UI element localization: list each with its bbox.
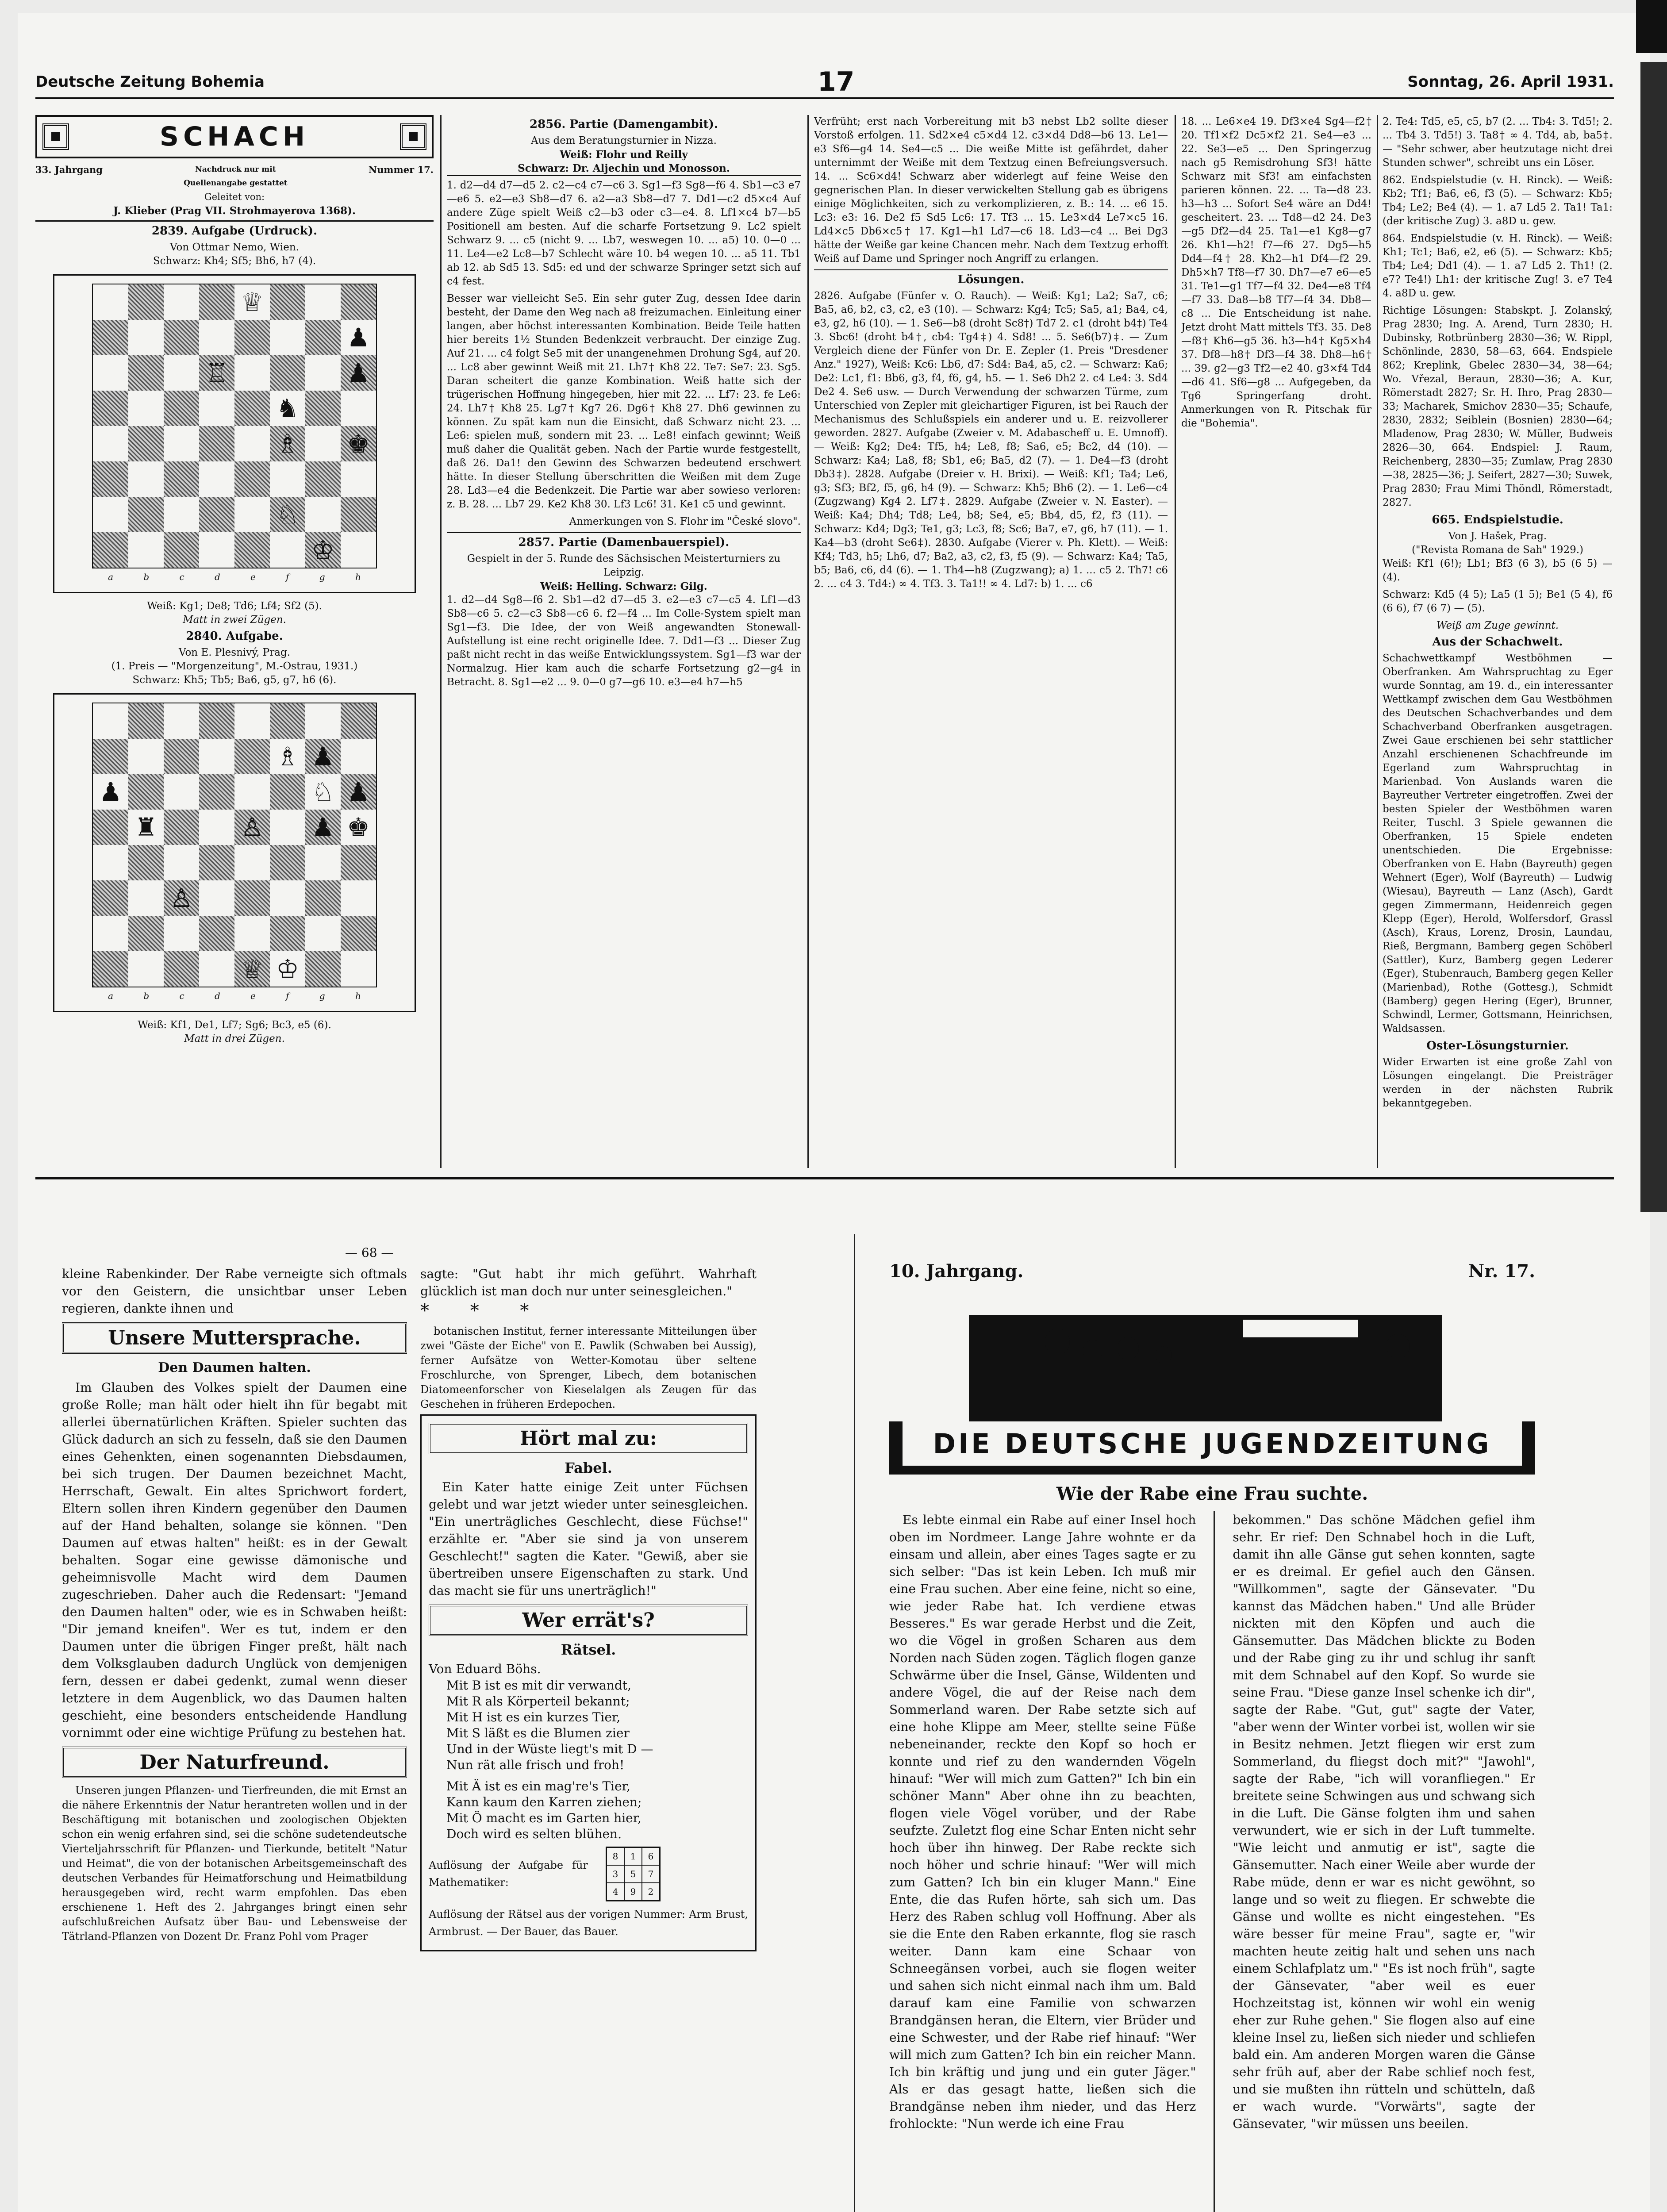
board-square — [128, 426, 164, 461]
study-864-solution: 864. Endspielstudie (v. H. Rinck). — Weiß: Kh1; Tc1; Ba6, e2, e6 (5). — Schwarz: Kb5; Tb4; Le4; Dd1 (4). — 1. a7 Ld5 2. Th1! (2. e7? Te4!) Lh1: der kritische Zug! 3. e7 Te4 4. a8D u. gew. — [1383, 233, 1613, 299]
news-column — [1383, 115, 1613, 1168]
board-square — [128, 320, 164, 355]
problem-2840-title: 2840. Aufgabe. — [186, 630, 283, 643]
chess-piece-icon: ♟ — [311, 812, 334, 842]
board-square — [341, 774, 376, 810]
column-rule — [440, 115, 442, 1168]
board-square — [234, 532, 270, 568]
erraets-title: Wer errät's? — [429, 1605, 748, 1636]
page-68-number: — 68 — — [345, 1245, 394, 1260]
magic-square-cell: 5 — [624, 1865, 642, 1883]
board-square — [128, 284, 164, 320]
board-square — [305, 739, 341, 774]
board-square — [93, 391, 128, 426]
board-square — [93, 497, 128, 532]
raetsel-line: Mit Ö macht es im Garten hier, — [446, 1811, 641, 1825]
aufloesung-text: Auflösung der Aufgabe für Mathematiker: — [429, 1859, 588, 1889]
board-square — [305, 391, 341, 426]
board-square — [234, 880, 270, 916]
problem-2840-white: Weiß: Kf1, De1, Lf7; Sg6; Bc3, e5 (6). — [138, 1019, 331, 1031]
board-square — [199, 532, 234, 568]
game-2856-annotations: Anmerkungen von S. Flohr im "České slovo". — [569, 516, 801, 527]
game-2856-title: 2856. Partie (Damengambit). — [530, 118, 718, 131]
aufloesung-row — [429, 1847, 748, 1901]
board-grid — [92, 284, 377, 568]
game-2857-players: Weiß: Helling. Schwarz: Gilg. — [540, 580, 707, 592]
board-square — [270, 461, 305, 497]
magic-square-cell: 2 — [642, 1883, 660, 1901]
board-file-label: c — [179, 991, 184, 1001]
board-square — [270, 320, 305, 355]
board-file-label: h — [355, 572, 361, 582]
daumen-title: Den Daumen halten. — [158, 1360, 311, 1375]
board-square — [305, 845, 341, 880]
jugend-left-column — [62, 1265, 407, 1947]
raetsel-poem — [429, 1678, 748, 1842]
board-square — [305, 461, 341, 497]
study-865-author: Von J. Hašek, Prag. — [1448, 530, 1547, 542]
schach-nachdruck: Nachdruck nur mit Quellenangabe gestattet — [184, 165, 288, 188]
schach-nummer: Nummer 17. — [368, 164, 434, 175]
game-2857-moves: 1. d2—d4 Sg8—f6 2. Sb1—d2 d7—d5 3. e2—e3 c7—c5 4. Lf1—d3 Sb8—c6 5. c2—c3 Sb8—c6 6. f2—f4 ... Im Colle-System spielt man Sg1—f3. Die Idee, der von Weiß angewandten Stonewall-Aufstellung ist eine recht originelle Idee. 7. Dd1—f3 ... Dieser Zug paßt nicht recht in das weiße Entwicklungssystem. Sg1—f3 war der Normalzug. Hier kam auch die scharfe Fortsetzung g2—g4 in Betracht. 8. Sg1—e2 ... 9. 0—0 g7—g6 10. e3—e4 h7—h5 — [447, 594, 801, 688]
board-square — [128, 739, 164, 774]
board-square — [270, 391, 305, 426]
chess-piece-icon: ♙ — [170, 883, 193, 913]
study-865-white: Weiß: Kf1 (6!); Lb1; Bf3 (6 3), b5 (6 5) — (4). — [1383, 558, 1613, 583]
board-square — [234, 739, 270, 774]
study-865-title: 665. Endspielstudie. — [1432, 513, 1563, 526]
banner-title: DIE DEUTSCHE JUGENDZEITUNG — [903, 1421, 1522, 1466]
board-square — [93, 284, 128, 320]
page-gutter — [854, 1234, 855, 2212]
game-2856-moves: 1. d2—d4 d7—d5 2. c2—c4 c7—c6 3. Sg1—f3 Sg8—f6 4. Sb1—c3 e7—e6 5. e2—e3 Sb8—d7 6. a2—a3 Sb8—d7 7. Dd1—c2 d5×c4 Auf andere Züge spielt Weiß c2—b3 oder c3—e4. 8. Lf1×c4 b7—b5 Positionell am besten. Auf die scharfe Fortsetzung 9. Lc2 spielt Schwarz 9. ... c5 (nicht 9. ... Lb7, weswegen 10. ... a5) 10. 0—0 ... 11. Le4—e2 Lc8—b7 Schlecht wäre 10. b4 wegen 10. ... a5 11. Tb1 ab 12. ab Sd5 13. Sd5: ed und der schwarze Springer setzt sich auf c4 fest. — [447, 180, 801, 287]
chess-piece-icon: ♖ — [205, 358, 228, 388]
game-2857-end: 18. ... Le6×e4 19. Df3×e4 Sg4—f2† 20. Tf1×f2 Dc5×f2 21. Se4—e3 ... 22. Se3—e5 ... Den Springerzug nach g5 Remisdrohung Sf3! hätte Schwarz mit Sf3! am einfachsten parieren können. 22. ... Ta—d8 23. h3—h3 ... Sofort Se4 wäre an Dd4! gescheitert. 23. ... Td8—d2 24. De3—g5 Df2—d4 25. Ta1—e1 Kg8—g7 26. Kh1—h2! f7—f6 27. Dg5—h5 Dd4—f4† 28. Kh2—h1 Df4—f2 29. Dh5×h7 Tf8—f7 30. Dh7—e7 e6—e5 31. Te1—g1 Tf7—f4 32. De4—e8 Tf4—f7 33. Da8—b8 Tf7—f4 34. Db8—c8 ... Die Entscheidung ist nahe. Jetzt droht Matt mittels Tf3. 35. De8—f8† Kh6—g5 36. h3—h4† Kg5×h4 37. Df8—h8† Df3—f4 38. Dh8—h6† ... 39. g2—g3 Tf2—e2 40. g3×f4 Td4—d6 41. Sf6—g8 ... Aufgegeben, da Tg6 Springerfang droht. Anmerkungen von R. Pitschak für die "Bohemia". — [1181, 116, 1371, 429]
chess-board-2840 — [53, 693, 416, 1012]
problem-2840-author: Von E. Plesnivý, Prag. — [178, 647, 291, 658]
board-file-label: b — [143, 991, 150, 1001]
news-title: Aus der Schachwelt. — [1432, 635, 1563, 649]
story-text-1: Es lebte einmal ein Rabe auf einer Insel hoch oben im Nordmeer. Lange Jahre wohnte er da einsam und allein, aber eines Tages sagte er zu sich selber: "Das ist kein Leben. Ich muß mir eine Frau suchen. Aber eine feine, nicht so eine, wie jeder Rabe hat. Ich verdiene etwas Besseres." Es war gerade Herbst und die Zeit, wo die Vögel in großen Scharen aus dem Norden nach Süden zogen. Täglich flogen ganze Schwärme über die Insel, Gänse, Wildenten und andere Vögel, die auf der Reise nach dem Sommerland waren. Der Rabe setzte sich auf eine hohe Klippe am Meer, stellte seine Füße nebeneinander, reckte den Kopf so hoch er konnte und rief zu den wandernden Vögeln hinauf: "Wer will mich zum Gatten?" Ich bin ein schöner Mann" Aber ohne ihn zu beachten, flogen viele Vögel vorüber, und der Rabe seufzte. Zuletzt flog eine Schar Enten nicht sehr hoch über ihn hinweg. Der Rabe reckte sich noch höher und schrie hinauf: "Wer will mich zum Gatten? Ich bin ein kluger Mann." Eine Ente, die das Rufen hörte, sah sich um. Das Herz des Raben schlug voll Hoffnung. Aber als sie die Ente den Raben erkannte, flog sie rasch weiter. Dann kam eine Schaar von Schneegänsen vorbei, auch sie flogen weiter und sahen sich nicht einmal nach ihm um. Bald darauf kam eine Familie von schwarzen Brandgänsen heran, die Eltern, vier Brüder und eine Schwester, und der Rabe rief hinauf: "Wer will mich zum Gatten? Ich bin ein reicher Mann. Ich bin kräftig und jung und ein guter Jäger." Als er das gesagt hatte, ließen sich die Brandgänse neben ihm nieder, und das Herz frohlockte: "Nun werde ich eine Frau — [889, 1513, 1196, 2131]
board-square — [93, 426, 128, 461]
board-square — [199, 497, 234, 532]
board-square — [270, 703, 305, 739]
jugend-masthead-row — [889, 1261, 1535, 1282]
board-square — [305, 951, 341, 987]
schach-geleitet: Geleitet von: — [204, 192, 265, 202]
study-865-goal: Weiß am Zuge gewinnt. — [1436, 620, 1559, 631]
board-square — [164, 461, 199, 497]
problem-2840-prize: (1. Preis — "Morgenzeitung", M.-Ostrau, 1931.) — [111, 661, 358, 672]
raven-end-right: sagte: "Gut habt ihr mich geführt. Wahrhaft glücklich ist man doch nur unter seinesgleichen." — [420, 1267, 757, 1298]
magic-square-cell: 6 — [642, 1847, 660, 1865]
raetsel-box — [420, 1414, 757, 1951]
board-square — [341, 845, 376, 880]
board-square — [128, 391, 164, 426]
chess-piece-icon: ♞ — [276, 393, 299, 423]
muttersprache-title: Unsere Muttersprache. — [62, 1322, 407, 1354]
board-square — [270, 355, 305, 391]
loesungen-text: 2826. Aufgabe (Fünfer v. O. Rauch). — Weiß: Kg1; La2; Sa7, c6; Ba5, a6, b2, c3, c2, e3 (10). — Schwarz: Kg4; Tc5; Sa5, a1; Ba4, c4, e3, g2, h6 (10). — 1. Se6—b8 (droht Sc8†) Td7 2. c1 (droht b4‡) Te4 3. Sbc6! (droht b4†, cb4: Tg4‡) 4. Sd8! ... 5. Se6(b7)‡. — Zum Vergleich diene der Fünfer von Dr. E. Zepler (1. Preis "Dresdener Anz." 1927), Weiß: Kc6: Lb6, d7: Sd4: Ba4, a5, c2. — Schwarz: Ka6; De2: Lc1, f1: Bb6, g3, f4, f6, g4, h5. — 1. Se6 Dh2 2. c4 Le4: 3. Sd4 De2 4. Se6 usw. — Durch Verwendung der schwarzen Türme, zum Unterschied von Zepler mit gleichartiger Figuren, ist bei Rauch der Mechanismus des Schlußspiels ein anderer und u. E. reizvollerer geworden. 2827. Aufgabe (Zweier v. M. Adabascheff u. E. Umnoff). — Weiß: Kg2; De4: Tf5, h4; Le8, f8; Sa6, e5; Bc2, d4 (10). — Schwarz: Ka4; La8, f8; Sb1, e6; Ba5, d2 (7). — 1. De4—f3 (droht Db3‡). 2828. Aufgabe (Dreier v. H. Brixi). — Weiß: Kf1; Ta4; Le6, g3; Sf3; Bf2, f5, g6, h4 (9). — Schwarz: Kh5; Bh6 (2). — 1. Le6—c4 (Zugzwang) Kg4 2. Lf7‡. 2829. Aufgabe (Zweier v. N. Easter). — Weiß: Ka4; Dh4; Td8; Le4, b8; Se4, e5; Bb4, d5, f2, f3 (11). — Schwarz: Kd4; Dg3; Te1, g3; Lc3, f8; Sc6; Ba7, e7, g6, h7 (11). — 1. Ka4—b3 (droht Se6‡). 2830. Aufgabe (Vierer v. Ph. Klett). — Weiß: Kf4; Td3, h5; Lh6, d7; Ba2, a3, c2, f3, f5 (9). — Schwarz: Ka4; Ta5, b5; Ba6, c6, d4 (6). — 1. Th4—h8 (Zugzwang); a) 1. ... c5 2. Th7! c6 2. ... c4 3. Td4:) ∞ 4. Tf3. 3. Ta1!! ∞ 4. Ld7: b) 1. ... c6 — [814, 290, 1168, 590]
board-square — [234, 284, 270, 320]
board-square — [93, 810, 128, 845]
board-square — [128, 461, 164, 497]
board-square — [305, 426, 341, 461]
game-2856-place: Aus dem Beratungsturnier in Nizza. — [531, 135, 717, 146]
raetsel-line: Mit S läßt es die Blumen zier — [446, 1726, 630, 1740]
board-square — [93, 951, 128, 987]
problem-2839-goal: Matt in zwei Zügen. — [183, 614, 286, 626]
board-file-label: g — [319, 991, 325, 1001]
game-2856-notes: Besser war vielleicht Se5. Ein sehr guter Zug, dessen Idee darin besteht, der Dame den Weg nach a8 freizumachen. Einleitung einer langen, aber höchst interessanten Kombination. Beide Teile hatten hier bereits 1½ Stunden Bedenkzeit verbraucht. Der einzige Zug. Auf 21. ... c4 folgt Se5 mit der unangenehmen Drohung Sg4, auf 20. ... Lc8 aber gewinnt Weiß mit 21. Lh7† Kh8 22. Te7: Se7: 23. Sg5. Daran scheitert die ganze Kombination. Weiß hatte sich der trügerischen Hoffnung hingegeben, hier mit 22. ... Lf7: 23. fe Le6: 24. Lh7† Kh8 25. Lg7† Kg7 26. Dg6† Kh8 27. Dh6 gewinnen zu können. Zu spät kam nun die Einsicht, daß Schwarz nicht 23. ... Le6: spielen muß, sondern mit 23. ... Le8! einfach gewinnt; Weiß muß daher die Qualität geben. Nach der Partie wurde festgestellt, daß 26. Da1! den Gewinn des Schwarzen bedeutend erschwert hätte. In dieser Stellung überschritten die Weißen mit dem Zuge 28. Ld3—e4 die Bedenkzeit. Die Partie war aber sowieso verloren: z. B. 28. ... Lb7 29. Ke2 Kh8 30. Lf3 Lc6! 31. Ke1 c5 und gewinnt. — [447, 293, 801, 510]
column-rule — [1175, 115, 1176, 1168]
board-square — [164, 810, 199, 845]
board-square — [234, 810, 270, 845]
board-square — [305, 916, 341, 951]
raetsel-line: Mit Ä ist es ein mag're's Tier, — [446, 1779, 630, 1793]
raetsel-line: Doch wird es selten blühen. — [446, 1827, 622, 1841]
board-square — [199, 426, 234, 461]
story-columns — [889, 1511, 1535, 2212]
board-square — [199, 810, 234, 845]
board-square — [234, 355, 270, 391]
board-square — [164, 355, 199, 391]
board-square — [305, 810, 341, 845]
magic-square — [606, 1847, 661, 1901]
board-square — [199, 951, 234, 987]
board-square — [270, 774, 305, 810]
board-square — [199, 320, 234, 355]
board-file-label: c — [179, 572, 184, 582]
hoert-title: Hört mal zu: — [429, 1423, 748, 1454]
board-file-label: d — [214, 991, 220, 1001]
header-right: Sonntag, 26. April 1931. — [1407, 73, 1614, 91]
board-square — [93, 532, 128, 568]
board-square — [234, 703, 270, 739]
board-file-label: d — [214, 572, 220, 582]
chess-piece-icon: ♘ — [276, 499, 299, 530]
raetsel-line: Nun rät alle frisch und froh! — [446, 1758, 625, 1772]
chess-piece-icon: ♕ — [241, 287, 264, 317]
board-square — [270, 845, 305, 880]
board-file-label: a — [108, 572, 114, 582]
chess-piece-icon: ♟ — [347, 323, 370, 353]
game-2857-continuation: Verfrüht; erst nach Vorbereitung mit b3 nebst Lb2 sollte dieser Vorstoß erfolgen. 11. Sd2×e4 c5×d4 12. c3×d4 Dd8—b6 13. Le1—e3 Sf6—g4 14. Se4—c5 ... Die weiße Mitte ist gefährdet, daher unternimmt der Weiße mit dem Textzug einen Befreiungsversuch. 14. ... Sc6×d4! Schwarz aber widerlegt auf feine Weise den gegnerischen Plan. In dieser verwickelten Stellung gab es übrigens einige Möglichkeiten, sich zu verkomplizieren, z. B.: 14. ... e6 15. Lc3: e3: 16. De2 f5 Sd5 Lc6: 17. Tf3 ... 15. Le3×d4 Le7×c5 16. Ld4×c5 Db6×c5† 17. Kg1—h1 Ld7—c6 18. Ld3—c4 ... Bei Dg3 hätte der Weiße gar keine Chancen mehr. Nach dem Textzug erhofft Weiß auf Dame und Springer noch Angriff zu erlangen. — [814, 116, 1168, 265]
story-title: Wie der Rabe eine Frau suchte. — [1056, 1483, 1368, 1504]
board-file-label: f — [286, 991, 289, 1001]
board-square — [234, 426, 270, 461]
solutions-column — [814, 115, 1168, 1168]
raetsel-line: Mit B ist es mit dir verwandt, — [446, 1678, 631, 1693]
board-file-label: h — [355, 991, 361, 1001]
board-square — [164, 739, 199, 774]
naturfreund-cont: botanischen Institut, ferner interessante Mitteilungen über zwei "Gäste der Eiche" von E. Pawlik (Schwaben bei Aussig), ferner Aufsätze von Wetter-Komotau über seltene Froschlurche, von Sprenger, Libech, dem botanischen Diatomeenforscher von Kieselalgen als Zeugen für das Geschehen in früheren Erdepochen. — [420, 1325, 757, 1410]
board-square — [93, 355, 128, 391]
board-file-label: g — [319, 572, 325, 582]
board-square — [164, 880, 199, 916]
board-square — [341, 880, 376, 916]
problem-2840-black: Schwarz: Kh5; Tb5; Ba6, g5, g7, h6 (6). — [132, 674, 337, 686]
raetsel-author: Von Eduard Böhs. — [429, 1662, 541, 1676]
story-rule — [1214, 1511, 1215, 2212]
chess-piece-icon: ♔ — [276, 954, 299, 984]
board-files — [93, 989, 376, 1003]
board-square — [234, 845, 270, 880]
study-862-solution: 862. Endspielstudie (v. H. Rinck). — Weiß: Kb2; Tf1; Ba6, e6, f3 (5). — Schwarz: Kb5; Tb4; Le2; Be4 (4). — 1. a7 Ld5 2. Ta1! Ta1: (der kritische Zug) 3. a8D u. gew. — [1383, 174, 1613, 227]
jugend-right-page — [889, 1261, 1535, 2212]
board-square — [164, 320, 199, 355]
magic-square-cell: 4 — [607, 1883, 624, 1901]
board-square — [270, 532, 305, 568]
ornament-icon — [42, 123, 69, 150]
aufloesung-previous: Auflösung der Rätsel aus der vorigen Nummer: Arm Brust, Armbrust. — Der Bauer, das Bauer. — [429, 1908, 748, 1938]
board-files — [93, 570, 376, 584]
problem-2839-title: 2839. Aufgabe (Urdruck). — [151, 224, 318, 238]
loesungen-title: Lösungen. — [814, 269, 1168, 287]
schach-title-box — [35, 115, 434, 158]
board-square — [93, 703, 128, 739]
board-square — [234, 951, 270, 987]
board-square — [199, 461, 234, 497]
ornament-icon — [400, 123, 426, 150]
board-square — [341, 461, 376, 497]
board-square — [270, 739, 305, 774]
raetsel-title: Rätsel. — [561, 1641, 616, 1658]
board-square — [341, 391, 376, 426]
chess-piece-icon: ♚ — [347, 429, 370, 459]
chess-piece-icon: ♘ — [311, 777, 334, 807]
board-square — [128, 774, 164, 810]
board-file-label: e — [250, 572, 256, 582]
board-square — [93, 320, 128, 355]
board-square — [164, 774, 199, 810]
board-square — [199, 880, 234, 916]
raetsel-line: Mit R als Körperteil bekannt; — [446, 1694, 630, 1709]
board-file-label: f — [286, 572, 289, 582]
board-square — [164, 703, 199, 739]
chess-piece-icon: ♜ — [134, 812, 157, 842]
story-column-2 — [1233, 1511, 1535, 2212]
board-square — [93, 845, 128, 880]
moves-column — [1181, 115, 1371, 1168]
board-square — [305, 284, 341, 320]
jugend-jahrgang: 10. Jahrgang. — [889, 1261, 1024, 1282]
board-square — [305, 703, 341, 739]
chess-board-2839 — [53, 274, 416, 593]
jugend-nummer: Nr. 17. — [1468, 1261, 1535, 1282]
board-square — [234, 461, 270, 497]
header-page-number: 17 — [817, 66, 855, 97]
board-file-label: b — [143, 572, 150, 582]
magic-square-cell: 1 — [624, 1847, 642, 1865]
board-square — [164, 532, 199, 568]
board-square — [234, 497, 270, 532]
board-square — [270, 880, 305, 916]
board-square — [128, 880, 164, 916]
board-file-label: a — [108, 991, 114, 1001]
board-square — [305, 774, 341, 810]
board-square — [341, 320, 376, 355]
board-square — [234, 320, 270, 355]
column-rule — [1377, 115, 1378, 1168]
raetsel-line: Und in der Wüste liegt's mit D — — [446, 1742, 653, 1756]
board-square — [164, 845, 199, 880]
silhouette-art — [889, 1289, 1535, 1421]
game-2857-title: 2857. Partie (Damenbauerspiel). — [447, 532, 801, 549]
board-square — [270, 916, 305, 951]
problem-2840-goal: Matt in drei Zügen. — [184, 1033, 285, 1045]
board-grid — [92, 703, 377, 987]
jugendzeitung-banner — [889, 1289, 1535, 1475]
board-square — [199, 284, 234, 320]
ostern-title: Oster-Lösungsturnier. — [1426, 1039, 1569, 1052]
board-square — [305, 497, 341, 532]
board-square — [270, 951, 305, 987]
column-rule — [807, 115, 809, 1168]
board-square — [128, 951, 164, 987]
board-square — [341, 810, 376, 845]
board-square — [128, 532, 164, 568]
correct-solutions: Richtige Lösungen: Stabskpt. J. Zolanský, Prag 2830; Ing. A. Arend, Turn 2830; H. Dubinsky, Rotbrünberg 2830—36; W. Rippl, Schönlinde, 2830, 58—63, 664. Endspiele 862; Kreplink, Gbelec 2830—34, 38—64; Wo. Vřezal, Beraun, 2830—36; A. Kur, Römerstadt 2827; Sr. H. Ihro, Prag 2830—33; Macharek, Smichov 2830—35; Schaufe, 2830, 2832; Seiblein (Bosnien) 2830—64; Mladenow, Prag 2830; W. Müller, Budweis 2826—30, 664. Endspiel: J. Raum, Reichenberg, 2830—35; Zumlaw, Prag 2830—38, 2825—36; J. Seifert, 2827—30; Suwek, Prag 2830; Frau Mimi Thöndl, Römerstadt, 2827. — [1383, 305, 1613, 508]
story-column-1 — [889, 1511, 1196, 2212]
chess-piece-icon: ♟ — [347, 777, 370, 807]
board-file-label: e — [250, 991, 256, 1001]
board-square — [199, 391, 234, 426]
game-column — [447, 115, 801, 1168]
problem-2839-author: Von Ottmar Nemo, Wien. — [170, 242, 299, 253]
schach-title: SCHACH — [159, 121, 310, 152]
header-left: Deutsche Zeitung Bohemia — [35, 73, 265, 91]
board-square — [341, 426, 376, 461]
board-square — [234, 916, 270, 951]
ostern-text: Wider Erwarten ist eine große Zahl von Lösungen eingelangt. Die Preisträger werden in der nächsten Rubrik bekanntgegeben. — [1383, 1056, 1613, 1109]
board-square — [270, 284, 305, 320]
board-square — [164, 284, 199, 320]
board-square — [270, 426, 305, 461]
board-square — [128, 355, 164, 391]
board-square — [164, 497, 199, 532]
study-865-source: ("Revista Romana de Sah" 1929.) — [1411, 544, 1584, 556]
chess-piece-icon: ♕ — [241, 954, 264, 984]
board-square — [341, 916, 376, 951]
chess-piece-icon: ♟ — [347, 358, 370, 388]
page-header — [35, 66, 1614, 99]
fabel-title: Fabel. — [565, 1459, 612, 1476]
board-square — [234, 391, 270, 426]
news-text: Schachwettkampf Westböhmen — Oberfranken. Am Wahrspruchtag zu Eger wurde Sonntag, am 19. d., ein interessanter Wettkampf zwischen dem Gau Westböhmen des Deutschen Schachverbandes und dem Schachverband Oberfranken ausgetragen. Zwei Gaue erschienen bei sehr stattlicher Anzahl erschienenen Schachfreunde im Egerland zum Wahrspruchtag in Marienbad. Von Auslands waren die Bayreuther Vertreter eingetroffen. Zwei der besten Spieler der Westböhmen waren Reiter, Tuschl. 3 Spiele gewannen die Oberfranken, 15 Spiele endeten unentschieden. Die Ergebnisse: Oberfranken von E. Habn (Bayreuth) gegen Wehnert (Eger), Wolf (Bayreuth) — Ludwig (Wiesau), Bayreuth — Lanz (Asch), Gardt gegen Zimmermann, Heidenreich gegen Klepp (Eger), Herold, Wolfersdorf, Grassl (Asch), Kraus, Lorenz, Drosin, Laundau, Rieß, Bergmann, Bamberg gegen Schöberl (Sattler), Kurz, Bamberg gegen Lederer (Eger), Stubenrauch, Bamberg gegen Keller (Marienbad), Rothe (Gottesg.), Schmidt (Bamberg) gegen Hering (Eger), Brunner, Schwindl, Lermer, Gottsmann, Heinrichsen, Waldsassen. — [1383, 653, 1613, 1034]
game-2856-white: Weiß: Flohr und Reilly — [560, 149, 688, 161]
board-square — [199, 355, 234, 391]
chess-piece-icon: ♗ — [276, 741, 299, 772]
game-2856-black: Schwarz: Dr. Aljechin und Monosson. — [447, 161, 801, 176]
board-square — [128, 497, 164, 532]
study-865-black: Schwarz: Kd5 (4 5); La5 (1 5); Be1 (5 4), f6 (6 6), f7 (6 7) — (5). — [1383, 589, 1613, 614]
chess-piece-icon: ♗ — [276, 429, 299, 459]
daumen-text: Im Glauben des Volkes spielt der Daumen eine große Rolle; man hält oder hielt ihn für begabt mit allerlei übernatürlichen Kräften. Spieler suchten das Glück dadurch an sich zu fesseln, daß sie den Daumen eines Gehenkten, einen sogenannten Diebsdaumen, bei sich trugen. Der Daumen bezeichnet Macht, Herrschaft, Gewalt. Ein altes Sprichwort fordert, Eltern sollen ihren Kindern gegenüber den Daumen auf der Hand behalten, solange sie können. "Den Daumen auf etwas halten" heißt: es in der Gewalt behalten. Sogar eine gewisse dämonische und geheimnisvolle Macht wird dem Daumen zugeschrieben. Daher auch die Redensart: "Jemand den Daumen halten" oder, wie es in Schwaben heißt: "Dir jemand kneifen". Wer es tut, indem er den Daumen unter die übrigen Finger preßt, hält nach dem Volksglauben dadurch Unglück von demjenigen fern, dessen er dabei gedenkt, zumal wenn dieser letztere in dem Augenblick, wo das Daumen halten geschieht, eine besonders entscheidende Handlung vornimmt oder eine wichtige Prüfung zu bestehen hat. — [62, 1380, 407, 1740]
magic-square-cell: 3 — [607, 1865, 624, 1883]
board-square — [93, 739, 128, 774]
board-square — [164, 426, 199, 461]
chess-piece-icon: ♙ — [241, 812, 264, 842]
board-square — [341, 497, 376, 532]
board-square — [341, 739, 376, 774]
jugend-middle-column — [420, 1265, 757, 1951]
board-square — [93, 916, 128, 951]
board-square — [128, 916, 164, 951]
board-square — [199, 739, 234, 774]
board-square — [305, 532, 341, 568]
board-square — [93, 774, 128, 810]
scan-edge-strip — [1640, 62, 1667, 1212]
board-square — [199, 845, 234, 880]
board-square — [199, 774, 234, 810]
board-square — [341, 532, 376, 568]
naturfreund-text: Unseren jungen Pflanzen- und Tierfreunden, die mit Ernst an die nähere Erkenntnis der Natur herantreten wollen und in der Beschäftigung mit botanischen und zoologischen Objekten schon ein wenig erfahren sind, sei die schöne sudetendeutsche Vierteljahrsschrift für Pflanzen- und Tierkunde, betitelt "Natur und Heimat", die von der botanischen Arbeitsgemeinschaft des deutschen Verbandes für Heimatforschung und Heimatbildung herausgegeben wird, recht warm empfohlen. Das eben erschienene 1. Heft des 2. Jahrganges bringt einen sehr aufschlußreichen Aufsatz über Bau- und Lebensweise der Tätrland-Pflanzen von Dozent Dr. Franz Pohl vom Prager — [62, 1784, 407, 1943]
schach-jahrgang: 33. Jahrgang — [35, 164, 103, 175]
story-text-2: bekommen." Das schöne Mädchen gefiel ihm sehr. Er rief: Den Schnabel hoch in die Luft, damit ihn alle Gänse gut sehen konnten, sagte er es dreimal. Er gefiel auch den Gänsen. "Willkommen", sagte der Gänsevater. "Du kannst das Mädchen haben." Und alle Brüder nickten mit den Köpfen und auch die Gänsemutter. Das Mädchen blickte zu Boden und der Rabe ging zu ihr und schlug ihr sanft mit dem Schnabel auf den Kopf. So wurde sie seine Frau. "Diese ganze Insel schenke ich dir", sagte der Rabe. "Gut, gut" sagte der Vater, "aber wenn der Winter vorbei ist, wollen wir sie in Besitz nehmen. Jetzt fliegen wir erst zum Sommerland, du fliegst doch mit?" "Jawohl", sagte der Rabe, "ich will voranfliegen." Er breitete seine Schwingen aus und schwang sich in die Luft. Die Gänse folgten ihm und sahen verwundert, wie er sich in der Luft tummelte. "Wie leicht und anmutig er ist", sagte die Gänsemutter. Nach einer Weile aber wurde der Rabe müde, denn er war es nicht gewöhnt, so lange und so weit zu fliegen. Er schwebte die Gänse und wollte es nicht eingestehen. "Es wäre besser für meine Frau", sagte er, "wir machten heute zeitig halt und sehen uns nach einem Schlafplatz um." "Es ist noch früh", sagte der Gänsevater, "aber weil es euer Hochzeitstag ist, können wir wohl ein wenig eher zur Ruhe gehen." Sie flogen also auf eine kleine Insel zu, ließen sich nieder und schliefen bald ein. Am anderen Morgen waren die Gänse sehr früh auf, aber der Rabe schlief noch fest, und sie mußten ihn rütteln und schütteln, daß er wach wurde. "Vorwärts", sagte der Gänsevater, "wir müssen uns beeilen. — [1233, 1513, 1536, 2131]
board-square — [341, 284, 376, 320]
chess-piece-icon: ♟ — [311, 741, 334, 772]
magic-square-cell: 7 — [642, 1865, 660, 1883]
banner-silhouette-illustration — [889, 1289, 1535, 1421]
board-square — [93, 461, 128, 497]
board-square — [305, 880, 341, 916]
schach-editor: J. Klieber (Prag VII. Strohmayerova 1368). — [35, 204, 434, 222]
section-divider — [35, 1177, 1614, 1179]
board-square — [128, 810, 164, 845]
chess-piece-icon: ♟ — [99, 777, 122, 807]
game-2857-place: Gespielt in der 5. Runde des Sächsischen Meisterturniers zu Leipzig. — [467, 553, 781, 578]
problem-2839-black: Schwarz: Kh4; Sf5; Bh6, h7 (4). — [153, 255, 316, 267]
board-square — [270, 810, 305, 845]
chess-piece-icon: ♔ — [311, 535, 334, 565]
board-square — [234, 774, 270, 810]
raetsel-line: Kann kaum den Karren ziehen; — [446, 1795, 642, 1809]
raetsel-line: Mit H ist es ein kurzes Tier, — [446, 1710, 621, 1724]
board-square — [164, 391, 199, 426]
board-square — [305, 355, 341, 391]
stars-divider: * * * — [420, 1301, 547, 1321]
board-square — [164, 951, 199, 987]
chess-piece-icon: ♚ — [347, 812, 370, 842]
schach-meta — [35, 163, 434, 190]
board-square — [199, 703, 234, 739]
edge-mark — [1636, 0, 1667, 53]
naturfreund-title: Der Naturfreund. — [62, 1747, 407, 1778]
board-square — [305, 320, 341, 355]
board-square — [341, 951, 376, 987]
problem-2839-white: Weiß: Kg1; De8; Td6; Lf4; Sf2 (5). — [147, 600, 322, 612]
solution-2830-cont: 2. Te4: Td5, e5, c5, b7 (2. ... Tb4: 3. Td5!; 2. ... Tb4 3. Td5!) 3. Ta8† ∞ 4. Td4, ab, ba5‡. — "Sehr schwer, aber heutzutage nicht drei Stunden schwer", schreibt uns ein Löser. — [1383, 116, 1613, 169]
board-square — [341, 703, 376, 739]
board-square — [164, 916, 199, 951]
board-square — [93, 880, 128, 916]
raven-end-left: kleine Rabenkinder. Der Rabe verneigte sich oftmals vor den Geistern, die unsichtbar unser Leben regieren, dankte ihnen und — [62, 1267, 407, 1316]
board-square — [270, 497, 305, 532]
board-square — [341, 355, 376, 391]
magic-square-cell: 9 — [624, 1883, 642, 1901]
board-square — [128, 845, 164, 880]
chess-column — [35, 115, 434, 1168]
board-square — [128, 703, 164, 739]
board-square — [199, 916, 234, 951]
magic-square-cell: 8 — [607, 1847, 624, 1865]
fabel-text: Ein Kater hatte einige Zeit unter Füchsen gelebt und war jetzt wieder unter seinesgleichen. "Ein unerträgliches Geschlecht, diese Füchse!" erzählte er. "Aber sie sind ja von unserem Geschlecht!" sagten die Kater. "Gewiß, aber sie übertreiben unsere Eigenschaften zu stark. Und das macht sie für uns unerträglich!" — [429, 1480, 748, 1598]
